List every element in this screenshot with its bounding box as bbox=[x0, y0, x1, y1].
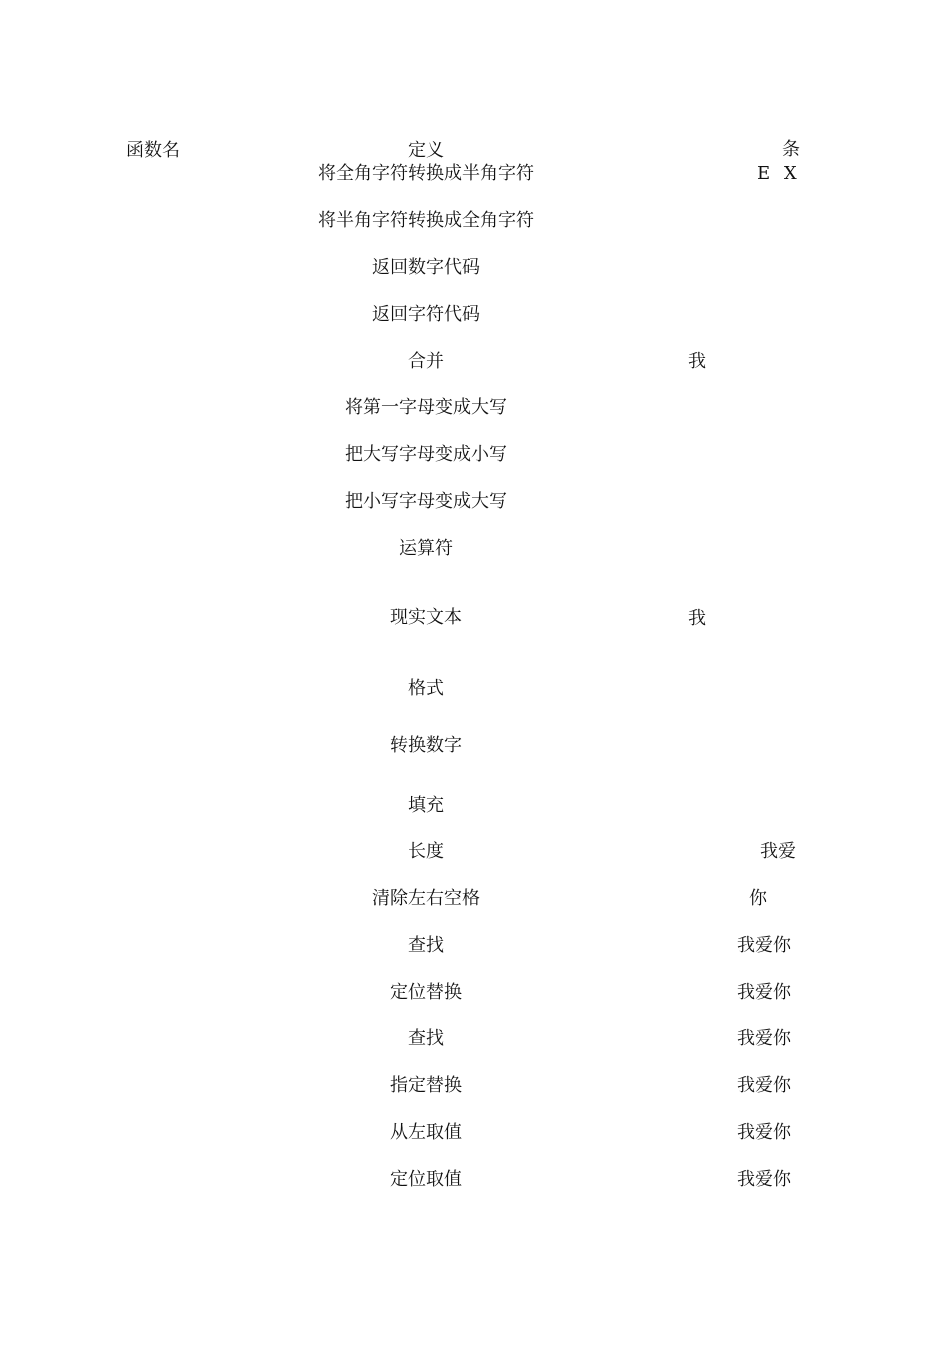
row-definition: 查找 bbox=[408, 935, 444, 956]
row-definition: 现实文本 bbox=[390, 607, 462, 628]
row-note: 我爱你 bbox=[737, 1122, 791, 1143]
row-definition: 格式 bbox=[408, 678, 444, 699]
row-definition: 把大写字母变成小写 bbox=[345, 444, 507, 465]
row-definition: 将第一字母变成大写 bbox=[345, 397, 507, 418]
row-definition: 长度 bbox=[408, 841, 444, 862]
row-definition: 运算符 bbox=[399, 538, 453, 559]
header-function-name: 函数名 bbox=[126, 140, 180, 161]
row-note: 我爱你 bbox=[737, 1075, 791, 1096]
row-note: 我 bbox=[688, 351, 706, 372]
row-definition: 返回数字代码 bbox=[372, 257, 480, 278]
row-definition: 将半角字符转换成全角字符 bbox=[318, 210, 534, 231]
header-definition: 定义 bbox=[408, 140, 444, 161]
row-definition: 将全角字符转换成半角字符 bbox=[318, 163, 534, 184]
row-note: 我爱你 bbox=[737, 1028, 791, 1049]
row-definition: 填充 bbox=[408, 795, 444, 816]
row-definition: 转换数字 bbox=[390, 735, 462, 756]
row-definition: 定位替换 bbox=[390, 982, 462, 1003]
row-note: 我爱 bbox=[760, 841, 796, 862]
row-definition: 把小写字母变成大写 bbox=[345, 491, 507, 512]
row-definition: 清除左右空格 bbox=[372, 888, 480, 909]
row-note: 我 bbox=[688, 608, 706, 629]
row-note: 我爱你 bbox=[737, 935, 791, 956]
row-definition: 定位取值 bbox=[390, 1169, 462, 1190]
row-note: 你 bbox=[749, 888, 767, 909]
header-condition: 条 bbox=[782, 139, 800, 160]
row-definition: 合并 bbox=[408, 351, 444, 372]
row-definition: 查找 bbox=[408, 1028, 444, 1049]
row-note: E X bbox=[757, 163, 801, 184]
row-note: 我爱你 bbox=[737, 1169, 791, 1190]
row-note: 我爱你 bbox=[737, 982, 791, 1003]
row-definition: 从左取值 bbox=[390, 1122, 462, 1143]
row-definition: 指定替换 bbox=[390, 1075, 462, 1096]
row-definition: 返回字符代码 bbox=[372, 304, 480, 325]
